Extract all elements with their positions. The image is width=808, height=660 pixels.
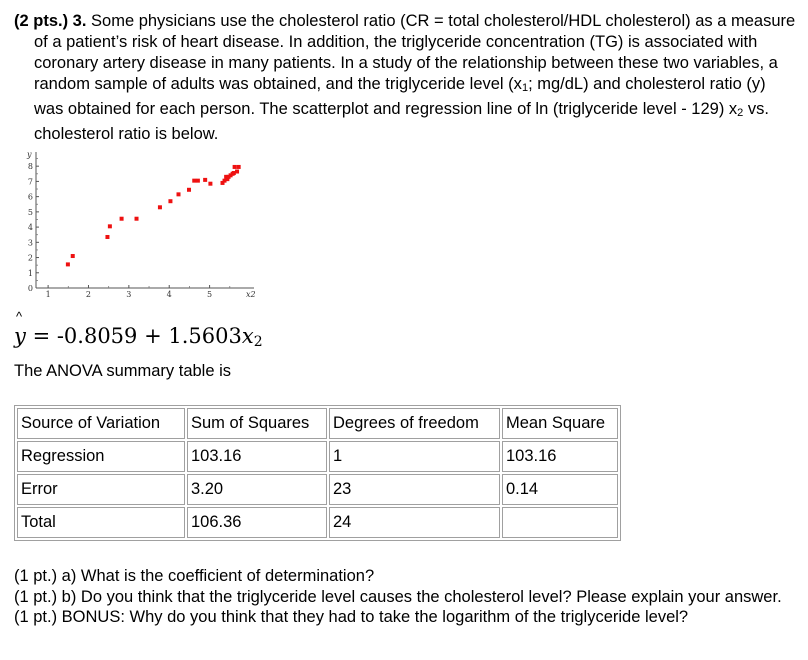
table-cell: 24 bbox=[329, 507, 500, 538]
table-cell bbox=[502, 507, 618, 538]
regression-equation bbox=[14, 309, 263, 350]
header-cell: Mean Square bbox=[502, 408, 618, 439]
question-b: (1 pt.) b) Do you think that the triglyceride level causes the cholesterol level? Please explain your answer. bbox=[14, 587, 782, 606]
y-tick-label: 7 bbox=[27, 177, 33, 187]
table-cell: Error bbox=[17, 474, 185, 505]
subscript-2: 2 bbox=[737, 107, 744, 119]
table-cell: 103.16 bbox=[187, 441, 327, 472]
table-cell: 106.36 bbox=[187, 507, 327, 538]
data-point bbox=[196, 179, 200, 183]
header-cell: Source of Variation bbox=[17, 408, 185, 439]
data-point bbox=[203, 178, 207, 182]
x-tick-label: 5 bbox=[207, 290, 213, 298]
data-point bbox=[108, 224, 112, 228]
data-point bbox=[233, 165, 237, 169]
x-tick-label: 3 bbox=[126, 290, 132, 298]
y-tick-label: 3 bbox=[27, 238, 33, 248]
table-cell: 0.14 bbox=[502, 474, 618, 505]
y-tick-label: 5 bbox=[27, 207, 33, 217]
table-cell: 103.16 bbox=[502, 441, 618, 472]
data-point bbox=[120, 217, 124, 221]
header-cell: Sum of Squares bbox=[187, 408, 327, 439]
equation-rhs: = -0.8059 + 1.5603 bbox=[32, 324, 242, 348]
data-point bbox=[168, 199, 172, 203]
question-bonus: (1 pt.) BONUS: Why do you think that they had to take the logarithm of the triglyceride level? bbox=[14, 608, 689, 626]
equation-x: $x_2$ bbox=[241, 324, 263, 350]
subscript-1: 1 bbox=[521, 82, 529, 94]
data-point bbox=[192, 179, 196, 183]
table-cell: 1 bbox=[329, 441, 500, 472]
x-tick-label: 2 bbox=[85, 290, 92, 298]
y-axis-label: y bbox=[27, 150, 32, 159]
data-point bbox=[105, 235, 109, 239]
data-point bbox=[177, 192, 181, 196]
data-point bbox=[135, 217, 139, 221]
equation-y: y bbox=[14, 324, 26, 348]
hat-symbol: ^ bbox=[16, 309, 23, 324]
problem-text: (2 pts.) 3. Some physicians use the cholesterol ratio (CR = total cholesterol/HDL cholesterol) as a measure of a patient’s risk of heart disease. In addition, the triglyceride concentration (TG) is associated with coronary artery disease in many patients. In a study of the relationship between these two variables, a random sample of adults was obtained, and the triglyceride level (x1; mg/dL) and cholesterol ratio (y) was obtained for each person. The scatterplot and regression line of ln (triglyceride level - 129) x2 vs. cholesterol ratio is below. bbox=[14, 12, 796, 143]
data-point bbox=[66, 262, 70, 266]
y-tick-label: 2 bbox=[27, 253, 33, 263]
scatterplot bbox=[22, 148, 262, 303]
y-tick-label: 6 bbox=[27, 192, 33, 202]
y-tick-label: 8 bbox=[27, 162, 33, 172]
scatterplot-svg bbox=[22, 148, 262, 298]
x-tick-label: 1 bbox=[45, 290, 51, 298]
data-point bbox=[235, 170, 239, 174]
table-cell: 3.20 bbox=[187, 474, 327, 505]
y-tick-label: 1 bbox=[27, 268, 33, 278]
table-row bbox=[17, 441, 618, 472]
y-tick-label: 4 bbox=[27, 223, 33, 233]
anova-table bbox=[14, 405, 621, 541]
question-a: (1 pt.) a) What is the coefficient of determination? bbox=[14, 567, 375, 585]
x-axis-label: x2 bbox=[246, 290, 256, 298]
problem-points: (2 pts.) 3. bbox=[14, 12, 87, 30]
anova-intro: The ANOVA summary table is bbox=[14, 362, 232, 380]
x-tick-label: 4 bbox=[166, 290, 172, 298]
data-point bbox=[208, 182, 212, 186]
problem-statement bbox=[14, 11, 799, 145]
data-point bbox=[158, 205, 162, 209]
data-point bbox=[71, 254, 75, 258]
table-cell: 23 bbox=[329, 474, 500, 505]
table-row bbox=[17, 474, 618, 505]
data-point bbox=[187, 188, 191, 192]
header-cell: Degrees of freedom bbox=[329, 408, 500, 439]
table-row bbox=[17, 507, 618, 538]
questions bbox=[14, 566, 799, 628]
table-header-row bbox=[17, 408, 618, 439]
y-tick-label: 0 bbox=[27, 284, 33, 293]
table-cell: Regression bbox=[17, 441, 185, 472]
data-point bbox=[237, 165, 241, 169]
table-cell: Total bbox=[17, 507, 185, 538]
equation-x-subscript: 2 bbox=[253, 334, 263, 350]
